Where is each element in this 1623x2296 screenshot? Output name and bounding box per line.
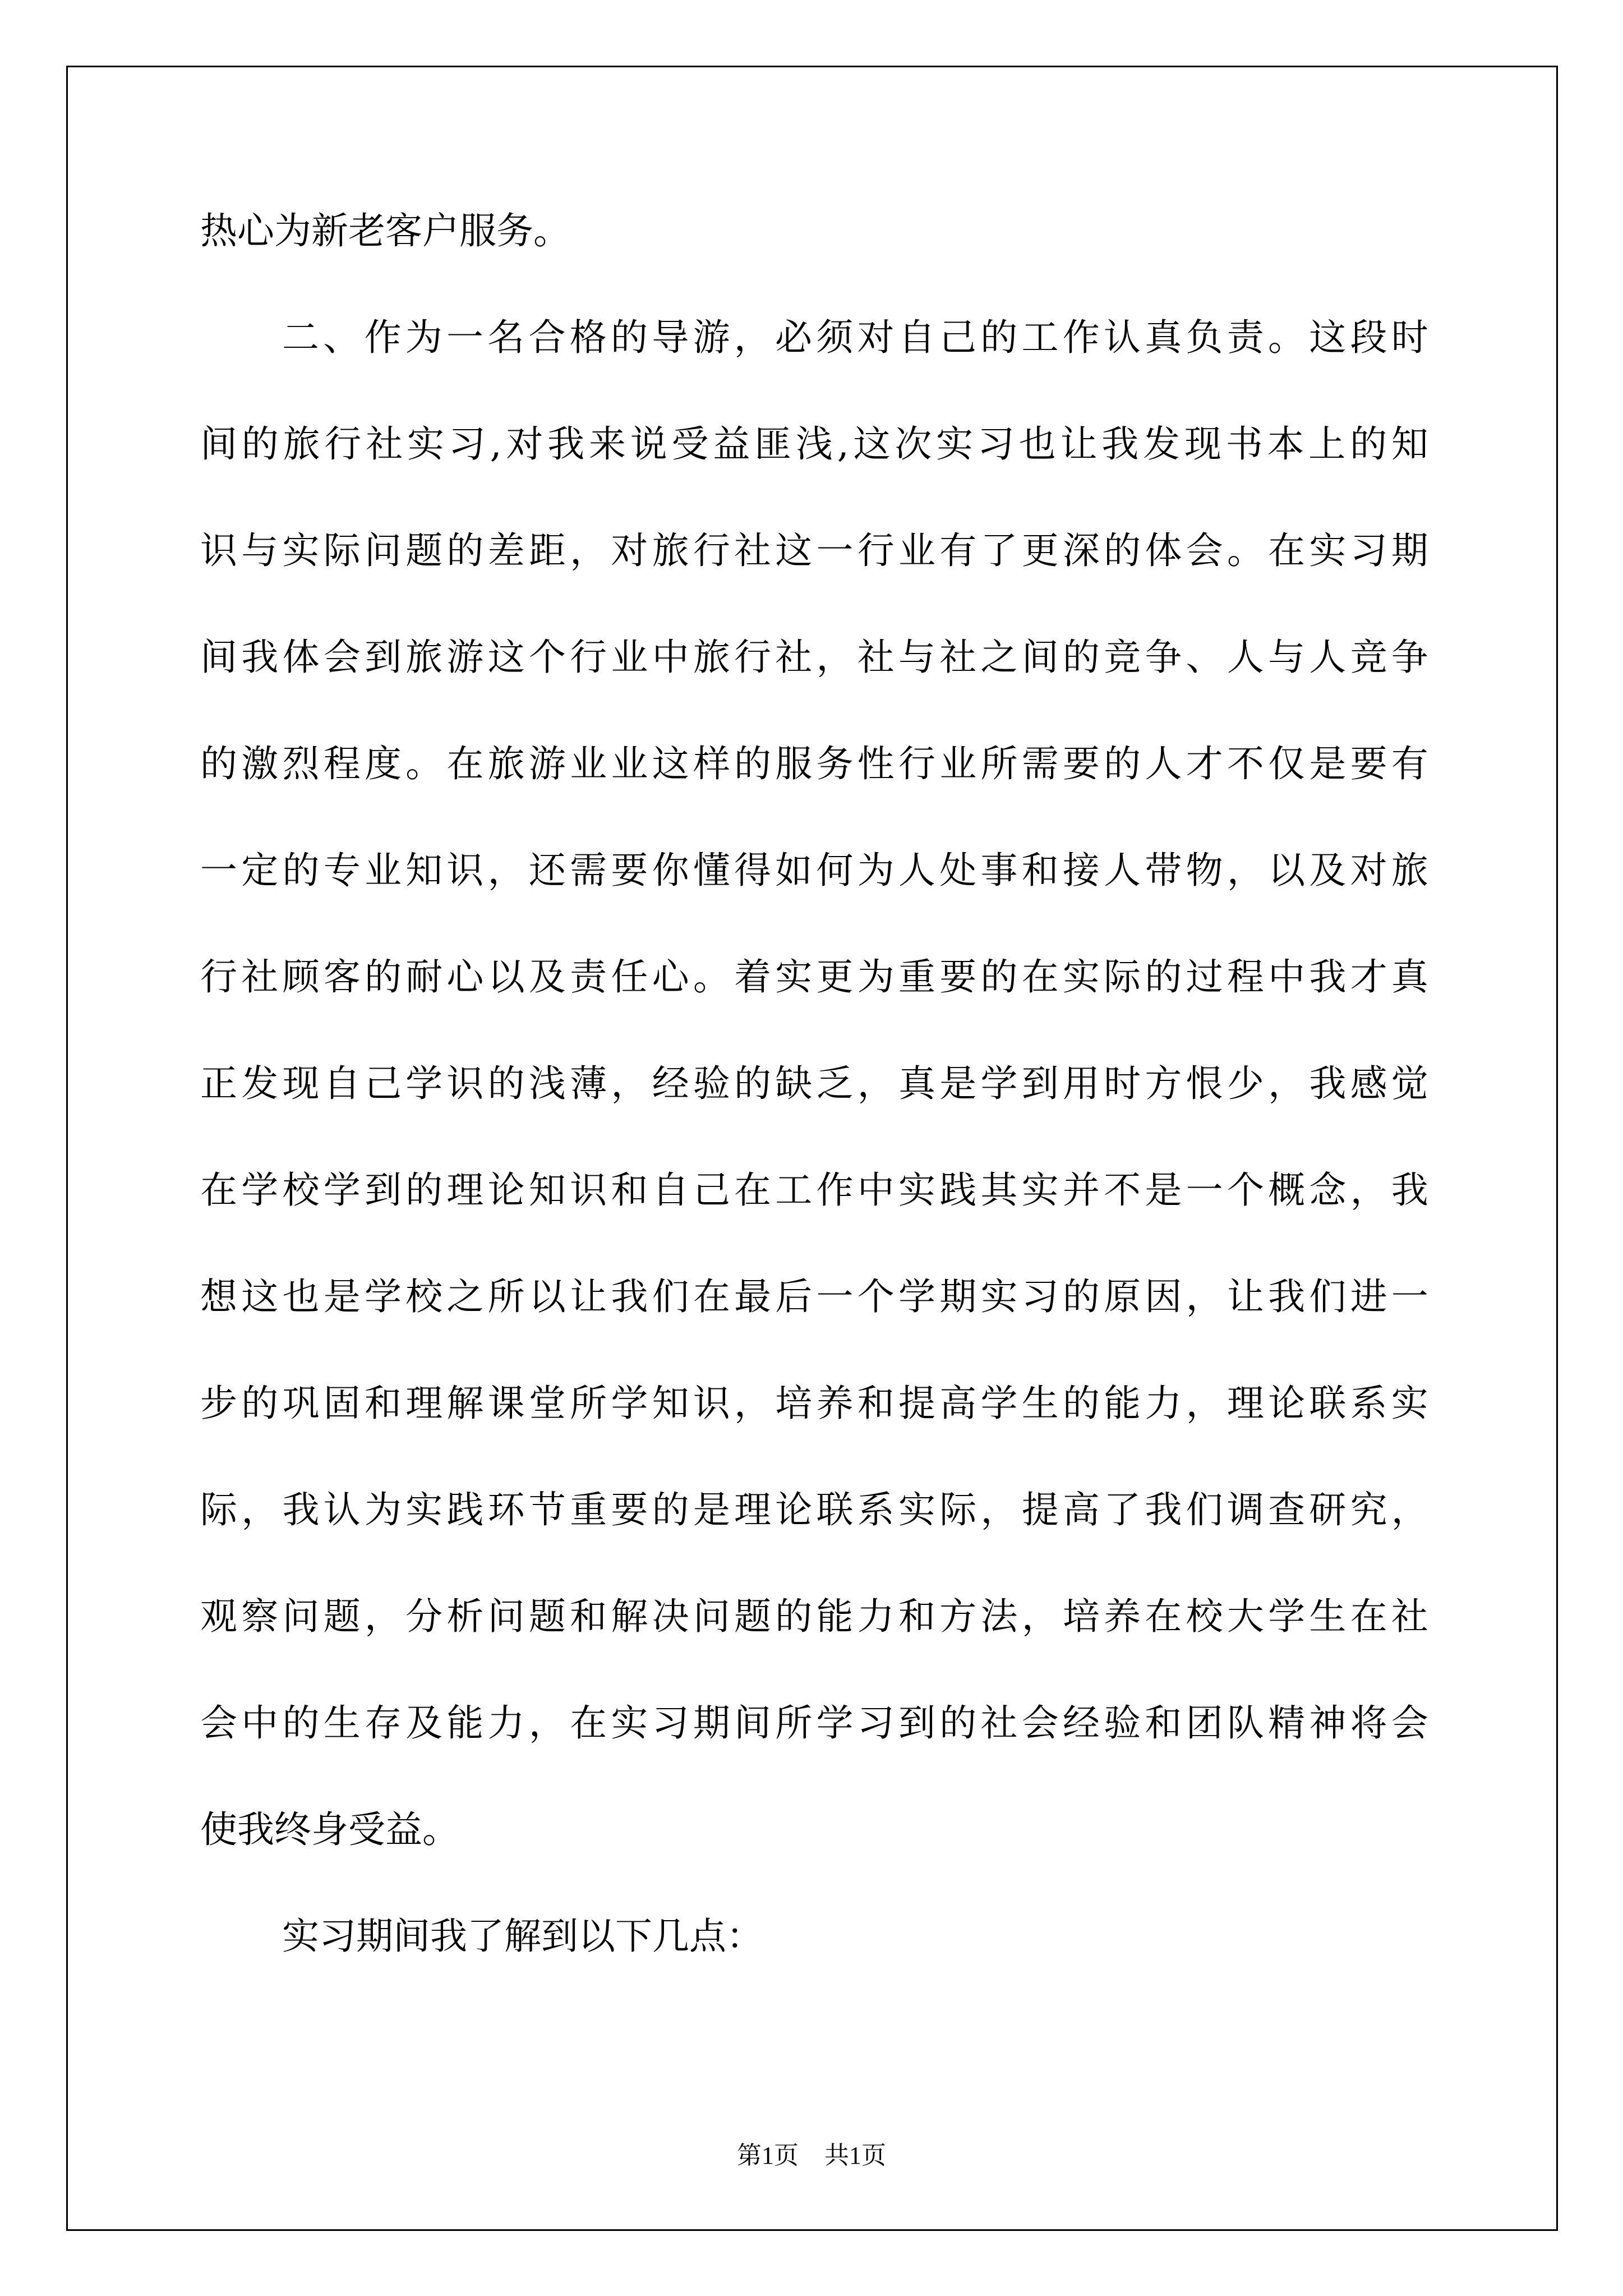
paragraph-line: 间 的 旅 行 社 实 习 , 对 我 来 说 受 益 匪 浅 , 这 次 实 习 也 让 我 发 现 书 本 上 的 知: [200, 422, 1428, 466]
page-number-total: 共1页: [824, 2142, 886, 2169]
paragraph-line: 一 定 的 专 业 知 识 ， 还 需 要 你 懂 得 如 何 为 人 处 事 和 接 人 带 物 ， 以 及 对 旅: [200, 849, 1428, 892]
paragraph-line: 正 发 现 自 己 学 识 的 浅 薄 ， 经 验 的 缺 乏 ， 真 是 学 到 用 时 方 恨 少 ， 我 感 觉: [200, 1062, 1428, 1105]
paragraph-line: 识 与 实 际 问 题 的 差 距 ， 对 旅 行 社 这 一 行 业 有 了 更 深 的 体 会 。 在 实 习 期: [200, 529, 1428, 572]
paragraph-line: 使我终身受益。: [200, 1808, 459, 1851]
paragraph-line: 在 学 校 学 到 的 理 论 知 识 和 自 己 在 工 作 中 实 践 其 实 并 不 是 一 个 概 念 ， 我: [200, 1168, 1428, 1212]
paragraph-line: 间 我 体 会 到 旅 游 这 个 行 业 中 旅 行 社 ， 社 与 社 之 间 的 竞 争 、 人 与 人 竞 争: [200, 636, 1428, 679]
paragraph-line: 想 这 也 是 学 校 之 所 以 让 我 们 在 最 后 一 个 学 期 实 习 的 原 因 ， 让 我 们 进 一: [200, 1275, 1428, 1318]
paragraph-line: 实习期间我了解到以下几点：: [282, 1915, 763, 1958]
page-footer: [0, 2140, 1623, 2171]
paragraph-line: 步 的 巩 固 和 理 解 课 堂 所 学 知 识 ， 培 养 和 提 高 学 生 的 能 力 ， 理 论 联 系 实: [200, 1382, 1428, 1425]
paragraph-line: 热心为新老客户服务。: [200, 209, 570, 252]
page-border: [66, 66, 1558, 2231]
paragraph-line: 行 社 顾 客 的 耐 心 以 及 责 任 心 。 着 实 更 为 重 要 的 在 实 际 的 过 程 中 我 才 真: [200, 955, 1428, 999]
paragraph-line: 二 、 作 为 一 名 合 格 的 导 游 ， 必 须 对 自 己 的 工 作 认 真 负 责 。 这 段 时: [282, 316, 1428, 359]
paragraph-line: 观 察 问 题 ， 分 析 问 题 和 解 决 问 题 的 能 力 和 方 法 ， 培 养 在 校 大 学 生 在 社: [200, 1595, 1428, 1638]
paragraph-line: 际 ， 我 认 为 实 践 环 节 重 要 的 是 理 论 联 系 实 际 ， 提 高 了 我 们 调 查 研 究 ，: [200, 1488, 1428, 1531]
paragraph-line: 会 中 的 生 存 及 能 力 ， 在 实 习 期 间 所 学 习 到 的 社 会 经 验 和 团 队 精 神 将 会: [200, 1701, 1428, 1745]
page-number-current: 第1页: [737, 2142, 799, 2169]
paragraph-line: 的 激 烈 程 度 。 在 旅 游 业 业 这 样 的 服 务 性 行 业 所 需 要 的 人 才 不 仅 是 要 有: [200, 742, 1428, 785]
